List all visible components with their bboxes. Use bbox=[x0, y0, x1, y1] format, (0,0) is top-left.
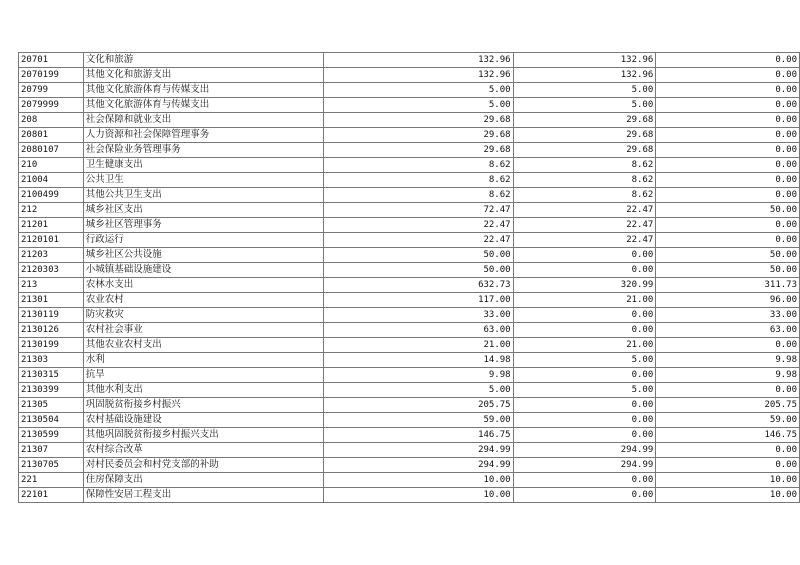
table-row bbox=[19, 458, 800, 473]
basic-expenditure-cell: 0.00 bbox=[513, 248, 656, 263]
basic-expenditure-cell: 22.47 bbox=[513, 203, 656, 218]
budget-table-container bbox=[18, 52, 800, 503]
basic-expenditure-cell: 21.00 bbox=[513, 338, 656, 353]
total-amount-cell: 8.62 bbox=[324, 188, 513, 203]
total-amount-cell: 9.98 bbox=[324, 368, 513, 383]
subject-code-cell: 2130504 bbox=[19, 413, 84, 428]
subject-name-cell: 农村社会事业 bbox=[83, 323, 324, 338]
subject-name-cell: 其他文化旅游体育与传媒支出 bbox=[83, 98, 324, 113]
subject-name-cell: 农林水支出 bbox=[83, 278, 324, 293]
table-row bbox=[19, 278, 800, 293]
basic-expenditure-cell: 294.99 bbox=[513, 443, 656, 458]
subject-code-cell: 21305 bbox=[19, 398, 84, 413]
basic-expenditure-cell: 0.00 bbox=[513, 488, 656, 503]
table-row bbox=[19, 473, 800, 488]
subject-code-cell: 221 bbox=[19, 473, 84, 488]
project-expenditure-cell: 0.00 bbox=[656, 113, 800, 128]
total-amount-cell: 72.47 bbox=[324, 203, 513, 218]
total-amount-cell: 10.00 bbox=[324, 473, 513, 488]
basic-expenditure-cell: 29.68 bbox=[513, 143, 656, 158]
subject-name-cell: 水利 bbox=[83, 353, 324, 368]
table-row bbox=[19, 383, 800, 398]
subject-name-cell: 行政运行 bbox=[83, 233, 324, 248]
subject-code-cell: 2120101 bbox=[19, 233, 84, 248]
total-amount-cell: 50.00 bbox=[324, 248, 513, 263]
total-amount-cell: 29.68 bbox=[324, 143, 513, 158]
total-amount-cell: 205.75 bbox=[324, 398, 513, 413]
basic-expenditure-cell: 5.00 bbox=[513, 383, 656, 398]
subject-code-cell: 21307 bbox=[19, 443, 84, 458]
basic-expenditure-cell: 22.47 bbox=[513, 218, 656, 233]
subject-name-cell: 城乡社区支出 bbox=[83, 203, 324, 218]
table-row bbox=[19, 368, 800, 383]
table-row bbox=[19, 353, 800, 368]
table-row bbox=[19, 68, 800, 83]
project-expenditure-cell: 0.00 bbox=[656, 68, 800, 83]
total-amount-cell: 21.00 bbox=[324, 338, 513, 353]
basic-expenditure-cell: 8.62 bbox=[513, 158, 656, 173]
basic-expenditure-cell: 132.96 bbox=[513, 68, 656, 83]
subject-code-cell: 2130705 bbox=[19, 458, 84, 473]
subject-name-cell: 巩固脱贫衔接乡村振兴 bbox=[83, 398, 324, 413]
project-expenditure-cell: 0.00 bbox=[656, 98, 800, 113]
total-amount-cell: 5.00 bbox=[324, 383, 513, 398]
project-expenditure-cell: 59.00 bbox=[656, 413, 800, 428]
project-expenditure-cell: 146.75 bbox=[656, 428, 800, 443]
total-amount-cell: 132.96 bbox=[324, 53, 513, 68]
subject-code-cell: 20799 bbox=[19, 83, 84, 98]
total-amount-cell: 50.00 bbox=[324, 263, 513, 278]
project-expenditure-cell: 50.00 bbox=[656, 263, 800, 278]
project-expenditure-cell: 0.00 bbox=[656, 383, 800, 398]
subject-code-cell: 21303 bbox=[19, 353, 84, 368]
subject-code-cell: 210 bbox=[19, 158, 84, 173]
total-amount-cell: 29.68 bbox=[324, 113, 513, 128]
basic-expenditure-cell: 0.00 bbox=[513, 398, 656, 413]
subject-code-cell: 21201 bbox=[19, 218, 84, 233]
basic-expenditure-cell: 5.00 bbox=[513, 353, 656, 368]
subject-name-cell: 农村基础设施建设 bbox=[83, 413, 324, 428]
project-expenditure-cell: 96.00 bbox=[656, 293, 800, 308]
total-amount-cell: 33.00 bbox=[324, 308, 513, 323]
subject-name-cell: 其他巩固脱贫衔接乡村振兴支出 bbox=[83, 428, 324, 443]
subject-name-cell: 其他水利支出 bbox=[83, 383, 324, 398]
project-expenditure-cell: 0.00 bbox=[656, 218, 800, 233]
subject-name-cell: 社会保障和就业支出 bbox=[83, 113, 324, 128]
table-row bbox=[19, 203, 800, 218]
budget-table bbox=[18, 52, 800, 503]
table-row bbox=[19, 98, 800, 113]
subject-name-cell: 其他文化旅游体育与传媒支出 bbox=[83, 83, 324, 98]
table-row bbox=[19, 218, 800, 233]
basic-expenditure-cell: 132.96 bbox=[513, 53, 656, 68]
subject-code-cell: 2070199 bbox=[19, 68, 84, 83]
subject-code-cell: 2080107 bbox=[19, 143, 84, 158]
project-expenditure-cell: 0.00 bbox=[656, 443, 800, 458]
basic-expenditure-cell: 29.68 bbox=[513, 113, 656, 128]
subject-name-cell: 公共卫生 bbox=[83, 173, 324, 188]
total-amount-cell: 22.47 bbox=[324, 233, 513, 248]
basic-expenditure-cell: 0.00 bbox=[513, 308, 656, 323]
project-expenditure-cell: 63.00 bbox=[656, 323, 800, 338]
subject-code-cell: 212 bbox=[19, 203, 84, 218]
total-amount-cell: 632.73 bbox=[324, 278, 513, 293]
table-row bbox=[19, 143, 800, 158]
table-row bbox=[19, 128, 800, 143]
table-row bbox=[19, 443, 800, 458]
total-amount-cell: 29.68 bbox=[324, 128, 513, 143]
subject-name-cell: 人力资源和社会保障管理事务 bbox=[83, 128, 324, 143]
total-amount-cell: 117.00 bbox=[324, 293, 513, 308]
basic-expenditure-cell: 294.99 bbox=[513, 458, 656, 473]
project-expenditure-cell: 50.00 bbox=[656, 248, 800, 263]
basic-expenditure-cell: 0.00 bbox=[513, 428, 656, 443]
table-row bbox=[19, 188, 800, 203]
table-row bbox=[19, 83, 800, 98]
table-row bbox=[19, 233, 800, 248]
subject-code-cell: 21203 bbox=[19, 248, 84, 263]
table-row bbox=[19, 53, 800, 68]
subject-code-cell: 2130126 bbox=[19, 323, 84, 338]
total-amount-cell: 294.99 bbox=[324, 443, 513, 458]
subject-name-cell: 卫生健康支出 bbox=[83, 158, 324, 173]
subject-code-cell: 21301 bbox=[19, 293, 84, 308]
subject-name-cell: 农业农村 bbox=[83, 293, 324, 308]
project-expenditure-cell: 0.00 bbox=[656, 173, 800, 188]
subject-name-cell: 城乡社区公共设施 bbox=[83, 248, 324, 263]
table-row bbox=[19, 308, 800, 323]
subject-name-cell: 城乡社区管理事务 bbox=[83, 218, 324, 233]
subject-name-cell: 小城镇基础设施建设 bbox=[83, 263, 324, 278]
total-amount-cell: 10.00 bbox=[324, 488, 513, 503]
basic-expenditure-cell: 8.62 bbox=[513, 173, 656, 188]
project-expenditure-cell: 10.00 bbox=[656, 488, 800, 503]
subject-code-cell: 2130199 bbox=[19, 338, 84, 353]
table-row bbox=[19, 173, 800, 188]
table-row bbox=[19, 398, 800, 413]
subject-code-cell: 20701 bbox=[19, 53, 84, 68]
project-expenditure-cell: 0.00 bbox=[656, 143, 800, 158]
subject-code-cell: 2130399 bbox=[19, 383, 84, 398]
subject-name-cell: 其他农业农村支出 bbox=[83, 338, 324, 353]
project-expenditure-cell: 0.00 bbox=[656, 188, 800, 203]
total-amount-cell: 5.00 bbox=[324, 83, 513, 98]
project-expenditure-cell: 0.00 bbox=[656, 128, 800, 143]
basic-expenditure-cell: 5.00 bbox=[513, 83, 656, 98]
basic-expenditure-cell: 29.68 bbox=[513, 128, 656, 143]
subject-code-cell: 2079999 bbox=[19, 98, 84, 113]
basic-expenditure-cell: 21.00 bbox=[513, 293, 656, 308]
basic-expenditure-cell: 0.00 bbox=[513, 413, 656, 428]
subject-code-cell: 22101 bbox=[19, 488, 84, 503]
subject-code-cell: 2130315 bbox=[19, 368, 84, 383]
subject-name-cell: 对村民委员会和村党支部的补助 bbox=[83, 458, 324, 473]
total-amount-cell: 8.62 bbox=[324, 158, 513, 173]
table-row bbox=[19, 428, 800, 443]
basic-expenditure-cell: 320.99 bbox=[513, 278, 656, 293]
total-amount-cell: 14.98 bbox=[324, 353, 513, 368]
project-expenditure-cell: 0.00 bbox=[656, 458, 800, 473]
project-expenditure-cell: 0.00 bbox=[656, 53, 800, 68]
subject-code-cell: 2100499 bbox=[19, 188, 84, 203]
subject-name-cell: 社会保险业务管理事务 bbox=[83, 143, 324, 158]
project-expenditure-cell: 50.00 bbox=[656, 203, 800, 218]
table-row bbox=[19, 338, 800, 353]
total-amount-cell: 8.62 bbox=[324, 173, 513, 188]
subject-name-cell: 农村综合改革 bbox=[83, 443, 324, 458]
subject-name-cell: 其他公共卫生支出 bbox=[83, 188, 324, 203]
subject-code-cell: 2130119 bbox=[19, 308, 84, 323]
project-expenditure-cell: 0.00 bbox=[656, 83, 800, 98]
project-expenditure-cell: 33.00 bbox=[656, 308, 800, 323]
total-amount-cell: 63.00 bbox=[324, 323, 513, 338]
subject-code-cell: 2120303 bbox=[19, 263, 84, 278]
total-amount-cell: 59.00 bbox=[324, 413, 513, 428]
project-expenditure-cell: 205.75 bbox=[656, 398, 800, 413]
project-expenditure-cell: 311.73 bbox=[656, 278, 800, 293]
subject-name-cell: 其他文化和旅游支出 bbox=[83, 68, 324, 83]
total-amount-cell: 22.47 bbox=[324, 218, 513, 233]
table-row bbox=[19, 158, 800, 173]
total-amount-cell: 132.96 bbox=[324, 68, 513, 83]
basic-expenditure-cell: 0.00 bbox=[513, 263, 656, 278]
subject-code-cell: 21004 bbox=[19, 173, 84, 188]
table-row bbox=[19, 293, 800, 308]
project-expenditure-cell: 0.00 bbox=[656, 338, 800, 353]
basic-expenditure-cell: 0.00 bbox=[513, 323, 656, 338]
table-row bbox=[19, 113, 800, 128]
total-amount-cell: 146.75 bbox=[324, 428, 513, 443]
subject-code-cell: 20801 bbox=[19, 128, 84, 143]
total-amount-cell: 5.00 bbox=[324, 98, 513, 113]
table-row bbox=[19, 248, 800, 263]
basic-expenditure-cell: 8.62 bbox=[513, 188, 656, 203]
total-amount-cell: 294.99 bbox=[324, 458, 513, 473]
subject-name-cell: 住房保障支出 bbox=[83, 473, 324, 488]
table-row bbox=[19, 323, 800, 338]
basic-expenditure-cell: 5.00 bbox=[513, 98, 656, 113]
basic-expenditure-cell: 22.47 bbox=[513, 233, 656, 248]
project-expenditure-cell: 10.00 bbox=[656, 473, 800, 488]
subject-name-cell: 防灾救灾 bbox=[83, 308, 324, 323]
subject-code-cell: 213 bbox=[19, 278, 84, 293]
budget-table-body bbox=[19, 53, 800, 503]
project-expenditure-cell: 0.00 bbox=[656, 158, 800, 173]
project-expenditure-cell: 0.00 bbox=[656, 233, 800, 248]
project-expenditure-cell: 9.98 bbox=[656, 368, 800, 383]
basic-expenditure-cell: 0.00 bbox=[513, 473, 656, 488]
subject-name-cell: 抗旱 bbox=[83, 368, 324, 383]
table-row bbox=[19, 488, 800, 503]
subject-code-cell: 2130599 bbox=[19, 428, 84, 443]
subject-name-cell: 保障性安居工程支出 bbox=[83, 488, 324, 503]
project-expenditure-cell: 9.98 bbox=[656, 353, 800, 368]
subject-name-cell: 文化和旅游 bbox=[83, 53, 324, 68]
table-row bbox=[19, 413, 800, 428]
basic-expenditure-cell: 0.00 bbox=[513, 368, 656, 383]
table-row bbox=[19, 263, 800, 278]
subject-code-cell: 208 bbox=[19, 113, 84, 128]
